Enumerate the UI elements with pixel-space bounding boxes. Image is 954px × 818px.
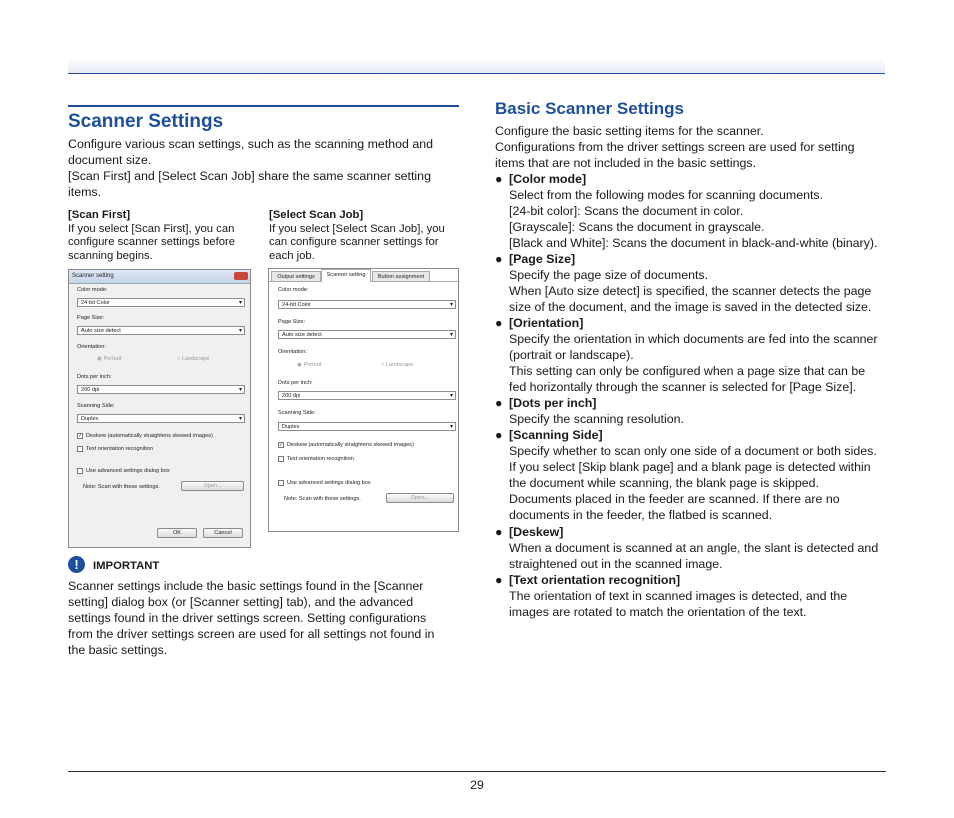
portrait-option[interactable]: ◉ Portrait [297, 362, 322, 368]
page-size-label: Page Size: [278, 319, 306, 325]
deskew-checkbox[interactable]: ✓ [78, 433, 83, 439]
item-heading: [Page Size] [509, 252, 576, 266]
deskew-label: Deskew (automatically straightens skewed images) [287, 442, 414, 448]
dialog-title: Scanner setting [72, 273, 114, 279]
page-size-label: Page Size: [77, 315, 105, 321]
side-select[interactable]: Duplex ▾ [278, 422, 456, 431]
bullet: ● [495, 573, 503, 587]
side-label: Scanning Side: [278, 410, 316, 416]
scan-first-block: [Scan First] If you select [Scan First], you can configure scanner settings before scanning begins. [68, 209, 236, 262]
page-number: 29 [470, 778, 484, 792]
open-button[interactable]: Open... [386, 493, 454, 503]
tab-strip [269, 269, 458, 282]
advanced-checkbox[interactable] [278, 480, 284, 486]
portrait-option[interactable]: ◉ Portrait [97, 356, 122, 362]
color-mode-select[interactable]: 24-bit Color ▾ [278, 300, 456, 309]
footer-rule [68, 771, 886, 772]
dpi-select[interactable]: 200 dpi ▾ [278, 391, 456, 400]
section-rule [68, 105, 459, 107]
dpi-select[interactable]: 200 dpi ▾ [77, 385, 245, 394]
dpi-label: Dots per inch: [77, 374, 112, 380]
scanner-setting-tab-panel [268, 268, 459, 532]
open-button[interactable]: Open... [181, 481, 244, 491]
orientation-label: Orientation: [77, 344, 106, 350]
bullet: ● [495, 428, 503, 442]
header-band [68, 58, 885, 74]
color-mode-label: Color mode: [77, 287, 108, 293]
deskew-checkbox[interactable]: ✓ [279, 442, 284, 448]
advanced-label: Use advanced settings dialog box [86, 468, 170, 474]
important-text: Scanner settings include the basic settings found in the [Scanner setting] dialog box (or [Scanner setting] tab), and the advanced settings found in the driver settings screen. Setting configurations from the driver settings screen are used for all settings not found in the basic settings. [68, 579, 435, 657]
item-heading: [Color mode] [509, 172, 587, 186]
tab-scanner-setting[interactable]: Scanner setting [321, 269, 371, 282]
scanner-setting-dialog [68, 269, 251, 548]
text-orient-checkbox[interactable] [278, 456, 284, 462]
page-size-select[interactable]: Auto size detect ▾ [278, 330, 456, 339]
note-text: Note: Scan with these settings. [284, 496, 361, 502]
landscape-option[interactable]: ○ Landscape [177, 356, 210, 362]
landscape-option[interactable]: ○ Landscape [381, 362, 414, 368]
bullet: ● [495, 396, 503, 410]
item-heading: [Text orientation recognition] [509, 573, 681, 587]
item-heading: [Dots per inch] [509, 396, 597, 410]
deskew-label: Deskew (automatically straightens skewed images) [86, 433, 213, 439]
advanced-label: Use advanced settings dialog box [287, 480, 371, 486]
side-label: Scanning Side: [77, 403, 115, 409]
bullet: ● [495, 172, 503, 186]
bullet: ● [495, 252, 503, 266]
advanced-checkbox[interactable] [77, 468, 83, 474]
bullet: ● [495, 316, 503, 330]
dialog-titlebar [69, 270, 250, 284]
close-button[interactable] [234, 272, 248, 280]
basic-intro: Configure the basic setting items for the scanner. Configurations from the driver settings screen are used for setting items that are not included in the basic settings. [495, 124, 855, 170]
ok-button[interactable]: OK [157, 528, 197, 538]
tab-output-settings[interactable]: Output settings [271, 271, 321, 281]
side-select[interactable]: Duplex ▾ [77, 414, 245, 423]
bullet: ● [495, 525, 503, 539]
select-scan-job-block: [Select Scan Job] If you select [Select Scan Job], you can configure scanner settings for each job. [269, 209, 445, 262]
page-title: Scanner Settings [68, 111, 224, 132]
text-orient-checkbox[interactable] [77, 446, 83, 452]
page-size-select[interactable]: Auto size detect ▾ [77, 326, 245, 335]
cancel-button[interactable]: Cancel [203, 528, 243, 538]
note-text: Note: Scan with these settings. [83, 484, 160, 490]
important-icon: ! [68, 556, 85, 573]
section-title: Basic Scanner Settings [495, 99, 684, 118]
tab-button-assignment[interactable]: Button assignment [372, 271, 430, 281]
orientation-label: Orientation: [278, 349, 307, 355]
text-orient-label: Text orientation recognition [287, 456, 354, 462]
color-mode-select[interactable]: 24-bit Color ▾ [77, 298, 245, 307]
color-mode-label: Color mode: [278, 287, 309, 293]
text-orient-label: Text orientation recognition [86, 446, 153, 452]
item-heading: [Scanning Side] [509, 428, 603, 442]
important-label: IMPORTANT [93, 560, 160, 572]
item-heading: [Orientation] [509, 316, 584, 330]
item-heading: [Deskew] [509, 525, 564, 539]
dpi-label: Dots per inch: [278, 380, 313, 386]
intro-paragraph: Configure various scan settings, such as the scanning method and document size. [Scan First] and [Select Scan Job] share the same scanner setting items. [68, 137, 434, 199]
